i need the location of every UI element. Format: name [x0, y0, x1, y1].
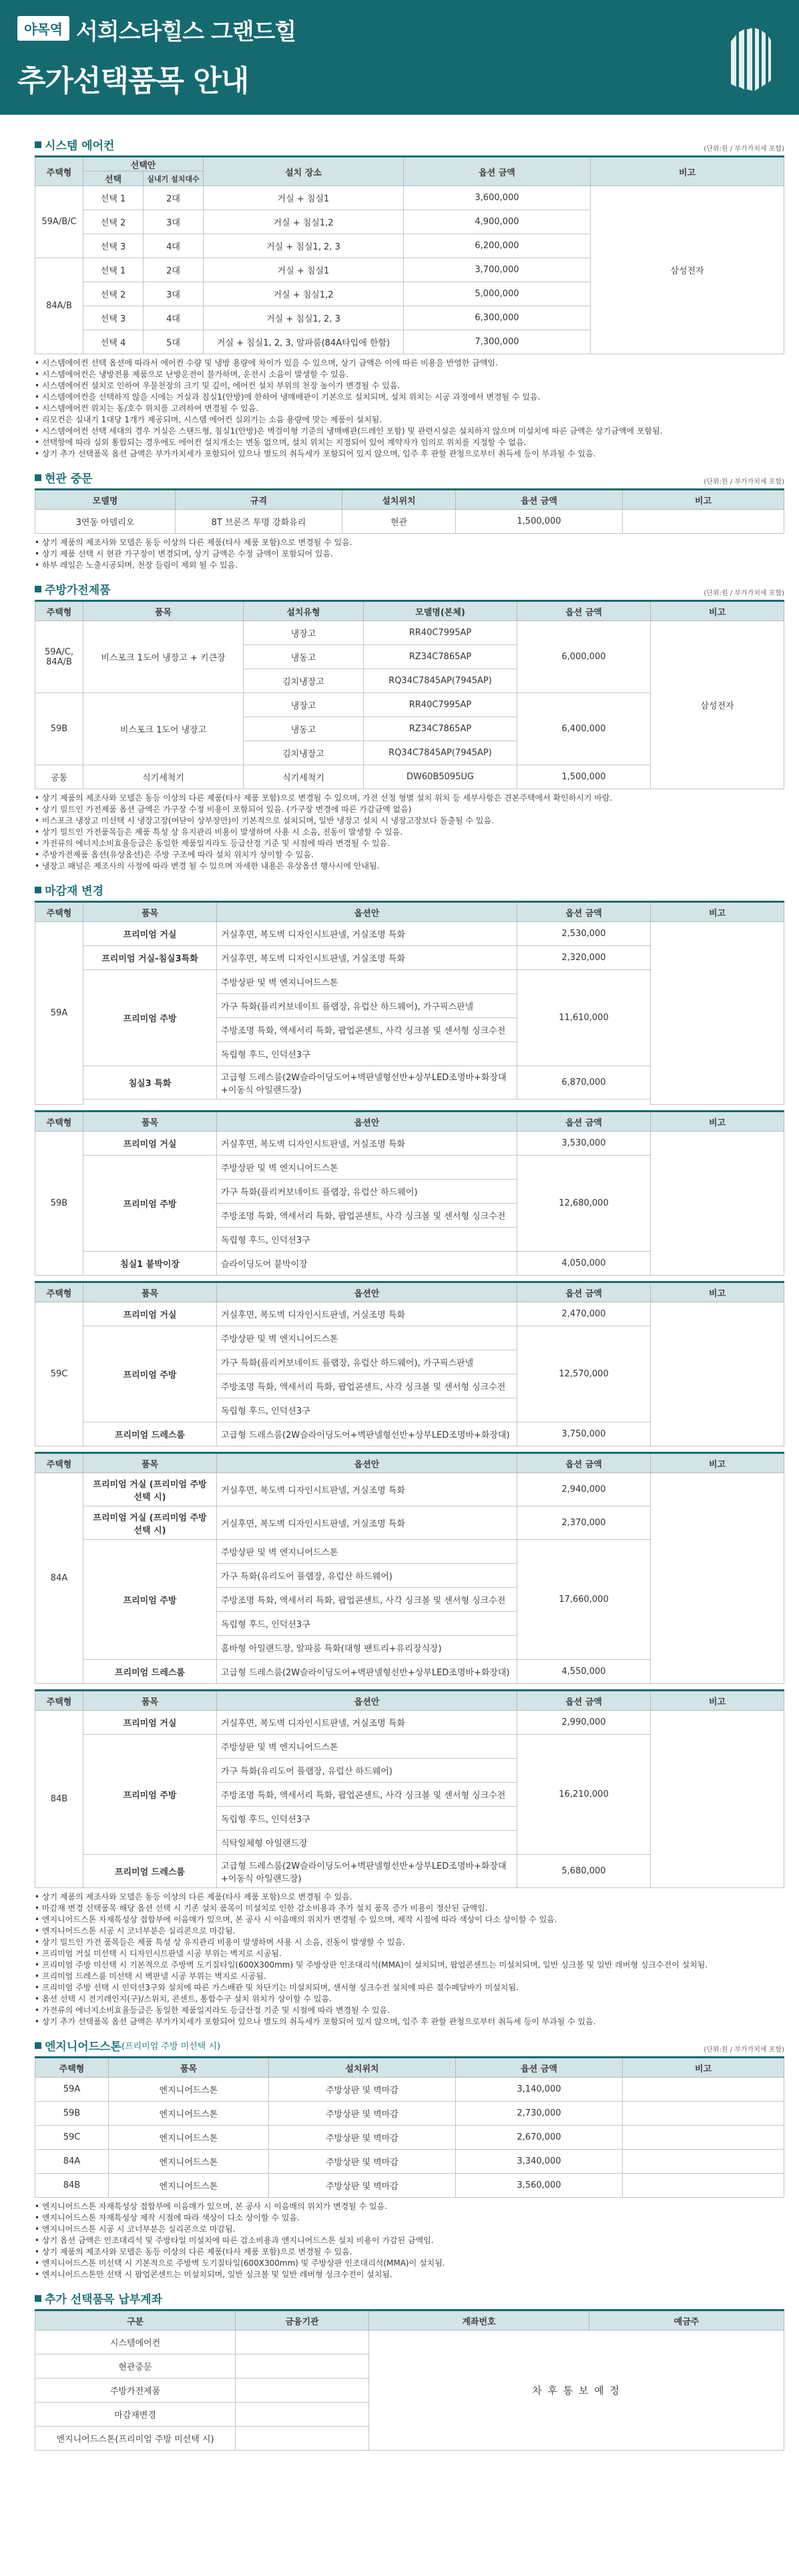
table-row: 주방가전제품	[35, 2379, 784, 2403]
table-row: 59A 프리미엄 거실 거실후면, 복도벽 디자인시트판넬, 거실조명 특화 2,530,000	[35, 922, 784, 946]
table-row: 김치냉장고 RQ34C7845AP(7945AP)	[35, 741, 784, 765]
unit-note: (단위:원 / 부가가치세 포함)	[704, 590, 784, 597]
section-title: 시스템 에어컨	[35, 136, 114, 153]
table-row: 마감재변경	[35, 2403, 784, 2427]
front-door-table: 모델명 규격 설치위치 옵션 금액 비고 3연동 아델리오 8T 브론즈 투명 강화유리 현관 1,500,000	[35, 488, 784, 534]
section-finish-change	[35, 881, 784, 2028]
account-notice: 차 후 통 보 예 정	[369, 2330, 784, 2451]
table-row: 홈바형 아일랜드장, 알파룸 특화(대형 팬트리+유리장식장)	[35, 1636, 784, 1660]
table-row: 주방조명 특화, 액세서리 특화, 팝업콘센트, 사각 싱크볼 및 센서형 싱크수전	[35, 1018, 784, 1042]
finish-table-84A: 주택형 품목 옵션안 옵션 금액 비고 84A 프리미엄 거실 (프리미엄 주방 선택 시) 거실후면, 복도벽 디자인시트판넬, 거실조명 특화 2,940,000 프리미엄 거실 (프리미엄 주방 선택 시) 거실후면, 복도벽 디자인시트판넬, 거실조명 특화 2,370,000 프리미엄 주방 주방상판 및 벽 엔지니어드스톤 17,660,000 가구 특화(유리도어 플랩장, 유럽산 하드웨어) 주방조명 특화, 액세서리 특화, 팝업콘센트, 사각 싱크볼 및 센서형 싱크수전 독립형 후드, 인덕션3구 홈바형 아일랜드장, 알파룸 특화(대형 팬트리+유리장식장) 프리미엄 드레스룸 고급형 드레스룸(2W슬라이딩도어+벽판넬형선반+상부LED조명바+화장대) 4,550,000	[35, 1452, 784, 1684]
table-row: 프리미엄 주방 주방상판 및 벽 엔지니어드스톤 16,210,000	[35, 1735, 784, 1759]
notes-list: • 시스템에어컨 선택 옵션에 따라서 에어컨 수량 및 냉방 용량에 차이가 있을 수 있으며, 상기 금액은 이에 따른 비용을 반영한 금액임. • 시스템에어컨은 냉방전용 제품으로 난방운전이 불가하며, 운전시 소음이 발생할 수 있음. • 시스템에어컨 설치로 인하여 우물천장의 크기 및 깊이, 에어컨 설치 부위의 천장 높이가 변경될 수 있음. • 시스템에어컨을 선택하지 않을 시에는 거실과 침실1(안방)에 한하여 냉매배관이 기본으로 설치되며, 설치 위치는 시공 과정에서 변경될 수 있음. • 시스템에어컨 위치는 동/호수 위치를 고려하여 변경될 수 있음. • 리모컨은 실내기 1대당 1개가 제공되며, 시스템 에어컨 실외기는 소음 용량에 맞는 제품이 설치됨. • 시스템에어컨 선택 세대의 경우 거실은 스탠드형, 침실1(안방)은 벽걸이형 기준의 냉매배관(드레인 포함) 및 관련시설은 설치하지 않으며 미설치에 따른 금액은 상기금액에 포함됨. • 선택항에 따라 실외 통합되는 경우에도 에어컨 설치개소는 변동 없으며, 설치 위치는 지정되어 있어 계약자가 임의로 위치를 지정할 수 없음. • 상기 추가 선택품목 옵션 금액은 부가가치세가 포함되어 있으나 별도의 취득세가 포함되어 있지 않으며, 입주 후 관할 관청으로부터 취득세 등이 부과될 수 있음.	[35, 358, 784, 460]
table-row: 독립형 후드, 인덕션3구	[35, 1398, 784, 1422]
section-engineered-stone	[35, 2037, 784, 2280]
table-row: 냉동고 RZ34C7865AP	[35, 645, 784, 669]
notes-list: • 상기 제품의 제조사와 모델은 동등 이상의 다른 제품(타사 제품 포함)으로 변경될 수 있음. • 마감재 변경 선택품목 해당 옵션 선택 시 기존 설치 품목이 미설치로 인한 감소비용과 추가 설치 품목 증가 비용이 정산된 금액임. • 엔지니어드스톤 자재특성상 접합부에 이음매가 있으며, 본 공사 시 이음매의 위치가 변경될 수 있으며, 제작 시점에 따라 색상이 다소 상이할 수 있음. • 엔지니어드스톤 시공 시 코너부분은 실리콘으로 마감됨. • 상기 빌트인 가전 품목들은 제품 특성 상 유지관리 비용이 발생하며 사용 시 소음, 진동이 발생할 수 있음. • 프리미엄 거실 미선택 시 디자인시트판넬 시공 부위는 벽지로 시공됨. • 프리미엄 주방 미선택 시 기본적으로 주방벽 도기질타일(600X300mm) 및 주방상판 인조대리석(MMA)이 설치되며, 팝업콘센트는 미설치되며, 일반 싱크볼 및 일반 레버형 싱크수전이 설치됨. • 프리미엄 드레스룸 미선택 시 벽판넬 시공 부위는 벽지로 시공됨. • 프리미엄 주방 선택 시 인덕션3구와 설치에 따른 가스배관 및 차단기는 미설치되며, 센서형 싱크수전 설치에 따른 절수페달바가 미설치됨. • 옵션 선택 시 전기레인지(구)/스위치, 콘센트, 통합수구 설치 위치가 상이할 수 있음. • 가전류의 에너지소비효율등급은 동일한 제품일지라도 등급산정 기준 및 시점에 따라 변경될 수 있음. • 상기 추가 선택품목 옵션 금액은 부가가치세가 포함되어 있으나 별도의 취득세가 포함되어 있지 않으며, 입주 후 관할 관청으로부터 취득세 등이 부과될 수 있음.	[35, 1891, 784, 2028]
brand-logo-icon	[730, 28, 772, 91]
table-row: 엔지니어드스톤(프리미엄 주방 미선택 시)	[35, 2427, 784, 2451]
table-row: 독립형 후드, 인덕션3구	[35, 1228, 784, 1252]
section-payment-account	[35, 2290, 784, 2451]
aircon-table: 주택형 선택안 설치 장소 옵션 금액 비고 선택 실내기 설치대수 59A/B/C 선택 1 2대 거실 + 침실1 3,600,000 삼성전자 선택 2 3대 거실 + 침실1,2 4,900,000 선택 3 4대 거실 + 침실1, 2, 3 6,200,000 84A/B 선택 1 2대 거실 + 침실1 3,700,000 선택 2 3대 거실 + 침실1,2 5,000,000 선택 3 4대 거실 + 침실1, 2, 3 6,300,000 선택 4 5대 거실 + 침실1, 2, 3, 알파룸(84A타입에 한함) 7,300,000	[35, 155, 784, 354]
section-front-door	[35, 469, 784, 571]
station-badge: 야목역	[17, 16, 69, 41]
table-row: 84B 프리미엄 거실 거실후면, 복도벽 디자인시트판넬, 거실조명 특화 2,990,000	[35, 1711, 784, 1735]
table-row: 84B 엔지니어드스톤 주방상판 및 벽마감 3,560,000	[35, 2174, 784, 2198]
finish-table-59A: 주택형 품목 옵션안 옵션 금액 비고 59A 프리미엄 거실 거실후면, 복도벽 디자인시트판넬, 거실조명 특화 2,530,000 프리미엄 거실-침실3특화 거실후면, 복도벽 디자인시트판넬, 거실조명 특화 2,320,000 프리미엄 주방 주방상판 및 벽 엔지니어드스톤 11,610,000 가구 특화(플리커보네이트 플랩장, 유럽산 하드웨어), 가구픽스판넬 주방조명 특화, 액세서리 특화, 팝업콘센트, 사각 싱크볼 및 센서형 싱크수전 독립형 후드, 인덕션3구 침실3 특화 고급형 드레스룸(2W슬라이딩도어+벽판넬형선반+상부LED조명바+화장대+이동식 아일랜드장) 6,870,000	[35, 901, 784, 1105]
table-row: 프리미엄 주방 주방상판 및 벽 엔지니어드스톤 17,660,000	[35, 1540, 784, 1564]
table-row: 선택 2 3대 거실 + 침실1,2 5,000,000	[35, 282, 784, 306]
appliance-table: 주택형 품목 설치유형 모델명(본체) 옵션 금액 비고 59A/C, 84A/B 비스포크 1도어 냉장고 + 키큰장 냉장고 RR40C7995AP 6,000,000 삼성전자 냉동고 RZ34C7865AP 김치냉장고 RQ34C7845AP(7945AP) 59B 비스포크 1도어 냉장고 냉장고 RR40C7995AP 6,400,000 냉동고 RZ34C7865AP 김치냉장고 RQ34C7845AP(7945AP) 공통 식기세척기 식기세척기 DW60B5095UG 1,500,000	[35, 600, 784, 789]
table-row: 프리미엄 거실 (프리미엄 주방 선택 시) 거실후면, 복도벽 디자인시트판넬, 거실조명 특화 2,370,000	[35, 1507, 784, 1540]
section-title: 주방가전제품	[35, 580, 111, 597]
table-row: 침실1 붙박이장 슬라이딩도어 붙박이장 4,050,000	[35, 1252, 784, 1276]
table-row: 선택 3 4대 거실 + 침실1, 2, 3 6,200,000	[35, 234, 784, 258]
table-row: 가구 특화(플리커보네이트 플랩장, 유럽산 하드웨어), 가구픽스판넬	[35, 1350, 784, 1374]
table-row: 프리미엄 드레스룸 고급형 드레스룸(2W슬라이딩도어+벽판넬형선반+상부LED조명바+화장대+이동식 아일랜드장) 5,680,000	[35, 1855, 784, 1888]
table-row: 선택 2 3대 거실 + 침실1,2 4,900,000	[35, 210, 784, 234]
section-title: 현관 중문	[35, 469, 93, 486]
table-row: 공통 식기세척기 식기세척기 DW60B5095UG 1,500,000	[35, 765, 784, 789]
table-row: 프리미엄 주방 주방상판 및 벽 엔지니어드스톤 11,610,000	[35, 970, 784, 994]
table-row: 선택 3 4대 거실 + 침실1, 2, 3 6,300,000	[35, 306, 784, 330]
table-row: 독립형 후드, 인덕션3구	[35, 1612, 784, 1636]
table-row: 59B 엔지니어드스톤 주방상판 및 벽마감 2,730,000	[35, 2102, 784, 2126]
section-title: 추가 선택품목 납부계좌	[35, 2290, 162, 2306]
unit-note: (단위:원 / 부가가치세 포함)	[704, 2046, 784, 2054]
table-row: 독립형 후드, 인덕션3구	[35, 1807, 784, 1831]
table-row: 84A 프리미엄 거실 (프리미엄 주방 선택 시) 거실후면, 복도벽 디자인시트판넬, 거실조명 특화 2,940,000	[35, 1473, 784, 1507]
content	[0, 115, 799, 2451]
notes-list: • 상기 제품의 제조사와 모델은 동등 이상의 다른 제품(타사 제품 포함)으로 변경될 수 있음. • 상기 제품 선택 시 현관 가구장이 변경되며, 상기 금액은 수정 금액이 포함되어 있음. • 하부 레일은 노출시공되며, 천장 들림이 제외 될 수 있음.	[35, 537, 784, 571]
table-row: 주방조명 특화, 액세서리 특화, 팝업콘센트, 사각 싱크볼 및 센서형 싱크수전	[35, 1204, 784, 1228]
table-row: 59A/B/C 선택 1 2대 거실 + 침실1 3,600,000 삼성전자	[35, 186, 784, 210]
table-row: 주방조명 특화, 액세서리 특화, 팝업콘센트, 사각 싱크볼 및 센서형 싱크수전	[35, 1588, 784, 1612]
section-title: 엔지니어드스톤 (프리미엄 주방 미선택 시)	[35, 2037, 220, 2054]
table-row: 84A 엔지니어드스톤 주방상판 및 벽마감 3,340,000	[35, 2150, 784, 2174]
table-row: 프리미엄 거실-침실3특화 거실후면, 복도벽 디자인시트판넬, 거실조명 특화 2,320,000	[35, 946, 784, 970]
section-system-aircon	[35, 136, 784, 460]
notes-list: • 상기 제품의 제조사와 모델은 동등 이상의 다른 제품(타사 제품 포함)으로 변경될 수 있으며, 가전 선정 형별 설치 위치 등 세부사항은 견본주택에서 확인하시기 바람. • 상기 빌트인 가전제품 옵션 금액은 가구장 수정 비용이 포함되어 있음. (가구장 변경에 따른 가감금액 없음) • 비스포크 냉장고 미선택 시 냉장고장(여닫이 상부장만)이 기본적으로 설치되며, 일반 냉장고 설치 시 냉장고장보다 돌출될 수 있음. • 상기 빌트인 가전품목들은 제품 특성 상 유지관리 비용이 발생하며 사용 시 소음, 진동이 발생할 수 있음. • 가전류의 에너지소비효율등급은 동일한 제품일지라도 등급산정 기준 및 시점에 따라 변경될 수 있음. • 주방가전제품 옵션(유상옵션)은 주방 구조에 따라 설치 위치가 상이할 수 있음. • 냉장고 패널은 제조사의 사정에 따라 변경 될 수 있으며 자세한 내용은 유상옵션 행사시에 안내됨.	[35, 793, 784, 872]
table-row: 59C 프리미엄 거실 거실후면, 복도벽 디자인시트판넬, 거실조명 특화 2,470,000	[35, 1302, 784, 1326]
table-row: 프리미엄 드레스룸 고급형 드레스룸(2W슬라이딩도어+벽판넬형선반+상부LED조명바+화장대) 3,750,000	[35, 1422, 784, 1446]
table-row: 주방조명 특화, 액세서리 특화, 팝업콘센트, 사각 싱크볼 및 센서형 싱크수전	[35, 1374, 784, 1398]
project-name: 서희스타힐스 그랜드힐	[76, 19, 296, 45]
table-row: 침실3 특화 고급형 드레스룸(2W슬라이딩도어+벽판넬형선반+상부LED조명바+화장대+이동식 아일랜드장) 6,870,000	[35, 1066, 784, 1100]
finish-table-59C: 주택형 품목 옵션안 옵션 금액 비고 59C 프리미엄 거실 거실후면, 복도벽 디자인시트판넬, 거실조명 특화 2,470,000 프리미엄 주방 주방상판 및 벽 엔지니어드스톤 12,570,000 가구 특화(플리커보네이트 플랩장, 유럽산 하드웨어), 가구픽스판넬 주방조명 특화, 액세서리 특화, 팝업콘센트, 사각 싱크볼 및 센서형 싱크수전 독립형 후드, 인덕션3구 프리미엄 드레스룸 고급형 드레스룸(2W슬라이딩도어+벽판넬형선반+상부LED조명바+화장대) 3,750,000	[35, 1281, 784, 1446]
table-row: 선택 4 5대 거실 + 침실1, 2, 3, 알파룸(84A타입에 한함) 7,300,000	[35, 330, 784, 354]
table-row: 가구 특화(유리도어 플랩장, 유럽산 하드웨어)	[35, 1564, 784, 1588]
table-row: 냉동고 RZ34C7865AP	[35, 717, 784, 741]
table-row: 식탁일체형 아일랜드장	[35, 1831, 784, 1855]
table-row: 시스템에어컨 차 후 통 보 예 정	[35, 2330, 784, 2354]
table-row: 59A 엔지니어드스톤 주방상판 및 벽마감 3,140,000	[35, 2078, 784, 2102]
table-row: 84A/B 선택 1 2대 거실 + 침실1 3,700,000	[35, 258, 784, 282]
table-row: 59C 엔지니어드스톤 주방상판 및 벽마감 2,670,000	[35, 2126, 784, 2150]
finish-table-59B: 주택형 품목 옵션안 옵션 금액 비고 59B 프리미엄 거실 거실후면, 복도벽 디자인시트판넬, 거실조명 특화 3,530,000 프리미엄 주방 주방상판 및 벽 엔지니어드스톤 12,680,000 가구 특화(플리커보네이트 플랩장, 유럽산 하드웨어) 주방조명 특화, 액세서리 특화, 팝업콘센트, 사각 싱크볼 및 센서형 싱크수전 독립형 후드, 인덕션3구 침실1 붙박이장 슬라이딩도어 붙박이장 4,050,000	[35, 1110, 784, 1276]
table-row: 가구 특화(유리도어 플랩장, 유럽산 하드웨어)	[35, 1759, 784, 1783]
stone-table: 주택형 품목 설치위치 옵션 금액 비고 59A 엔지니어드스톤 주방상판 및 벽마감 3,140,000 59B 엔지니어드스톤 주방상판 및 벽마감 2,730,000 59C 엔지니어드스톤 주방상판 및 벽마감 2,670,000 84A 엔지니어드스톤 주방상판 및 벽마감 3,340,000 84B 엔지니어드스톤 주방상판 및 벽마감 3,560,000	[35, 2056, 784, 2198]
account-table: 구분 금융기관 계좌번호 예금주 시스템에어컨 차 후 통 보 예 정 현관중문 주방가전제품 마감재변경 엔지니어드스톤(프리미엄 주방 미선택 시)	[35, 2309, 784, 2451]
table-row: 가구 특화(플리커보네이트 플랩장, 유럽산 하드웨어), 가구픽스판넬	[35, 994, 784, 1018]
table-row: 독립형 후드, 인덕션3구	[35, 1042, 784, 1066]
table-row: 김치냉장고 RQ34C7845AP(7945AP)	[35, 669, 784, 693]
table-row: 59B 프리미엄 거실 거실후면, 복도벽 디자인시트판넬, 거실조명 특화 3,530,000	[35, 1132, 784, 1156]
table-row: 프리미엄 주방 주방상판 및 벽 엔지니어드스톤 12,570,000	[35, 1326, 784, 1350]
finish-table-84B: 주택형 품목 옵션안 옵션 금액 비고 84B 프리미엄 거실 거실후면, 복도벽 디자인시트판넬, 거실조명 특화 2,990,000 프리미엄 주방 주방상판 및 벽 엔지니어드스톤 16,210,000 가구 특화(유리도어 플랩장, 유럽산 하드웨어) 주방조명 특화, 액세서리 특화, 팝업콘센트, 사각 싱크볼 및 센서형 싱크수전 독립형 후드, 인덕션3구 식탁일체형 아일랜드장 프리미엄 드레스룸 고급형 드레스룸(2W슬라이딩도어+벽판넬형선반+상부LED조명바+화장대+이동식 아일랜드장) 5,680,000	[35, 1689, 784, 1888]
table-row: 주방조명 특화, 액세서리 특화, 팝업콘센트, 사각 싱크볼 및 센서형 싱크수전	[35, 1783, 784, 1807]
section-title: 마감재 변경	[35, 881, 103, 898]
notes-list: • 엔지니어드스톤 자재특성상 접합부에 이음매가 있으며, 본 공사 시 이음매의 위치가 변경될 수 있음. • 엔지니어드스톤 자재특성상 제작 시점에 따라 색상이 다소 상이할 수 있음. • 엔지니어드스톤 시공 시 코너부분은 실리콘으로 마감됨. • 상기 옵션 금액은 인조대리석 및 주방타일 미설치에 따른 감소비용과 엔지니어드스톤 설치 비용이 가감된 금액임. • 상기 제품의 제조사와 모델은 동등 이상의 다른 제품(타사 제품 포함)으로 변경될 수 있음. • 엔지니어드스톤 미선택 시 기본적으로 주방벽 도기질타일(600X300mm) 및 주방상판 인조대리석(MMA)이 설치됨. • 엔지니어드스톤만 선택 시 팝업콘센트는 미설치되며, 일반 싱크볼 및 일반 레버형 싱크수전이 설치됨.	[35, 2201, 784, 2280]
table-row: 프리미엄 드레스룸 고급형 드레스룸(2W슬라이딩도어+벽판넬형선반+상부LED조명바+화장대) 4,550,000	[35, 1660, 784, 1684]
page-title: 추가선택품목 안내	[17, 64, 249, 98]
table-row: 가구 특화(플리커보네이트 플랩장, 유럽산 하드웨어)	[35, 1180, 784, 1204]
table-row: 프리미엄 주방 주방상판 및 벽 엔지니어드스톤 12,680,000	[35, 1156, 784, 1180]
unit-note: (단위:원 / 부가가치세 포함)	[704, 478, 784, 486]
unit-note: (단위:원 / 부가가치세 포함)	[704, 145, 784, 153]
header	[0, 0, 799, 115]
table-row: 3연동 아델리오 8T 브론즈 투명 강화유리 현관 1,500,000	[35, 510, 784, 534]
table-row: 59B 비스포크 1도어 냉장고 냉장고 RR40C7995AP 6,400,000	[35, 693, 784, 717]
table-row: 59A/C, 84A/B 비스포크 1도어 냉장고 + 키큰장 냉장고 RR40C7995AP 6,000,000 삼성전자	[35, 621, 784, 645]
section-kitchen-appliances	[35, 580, 784, 872]
table-row: 현관중문	[35, 2354, 784, 2379]
